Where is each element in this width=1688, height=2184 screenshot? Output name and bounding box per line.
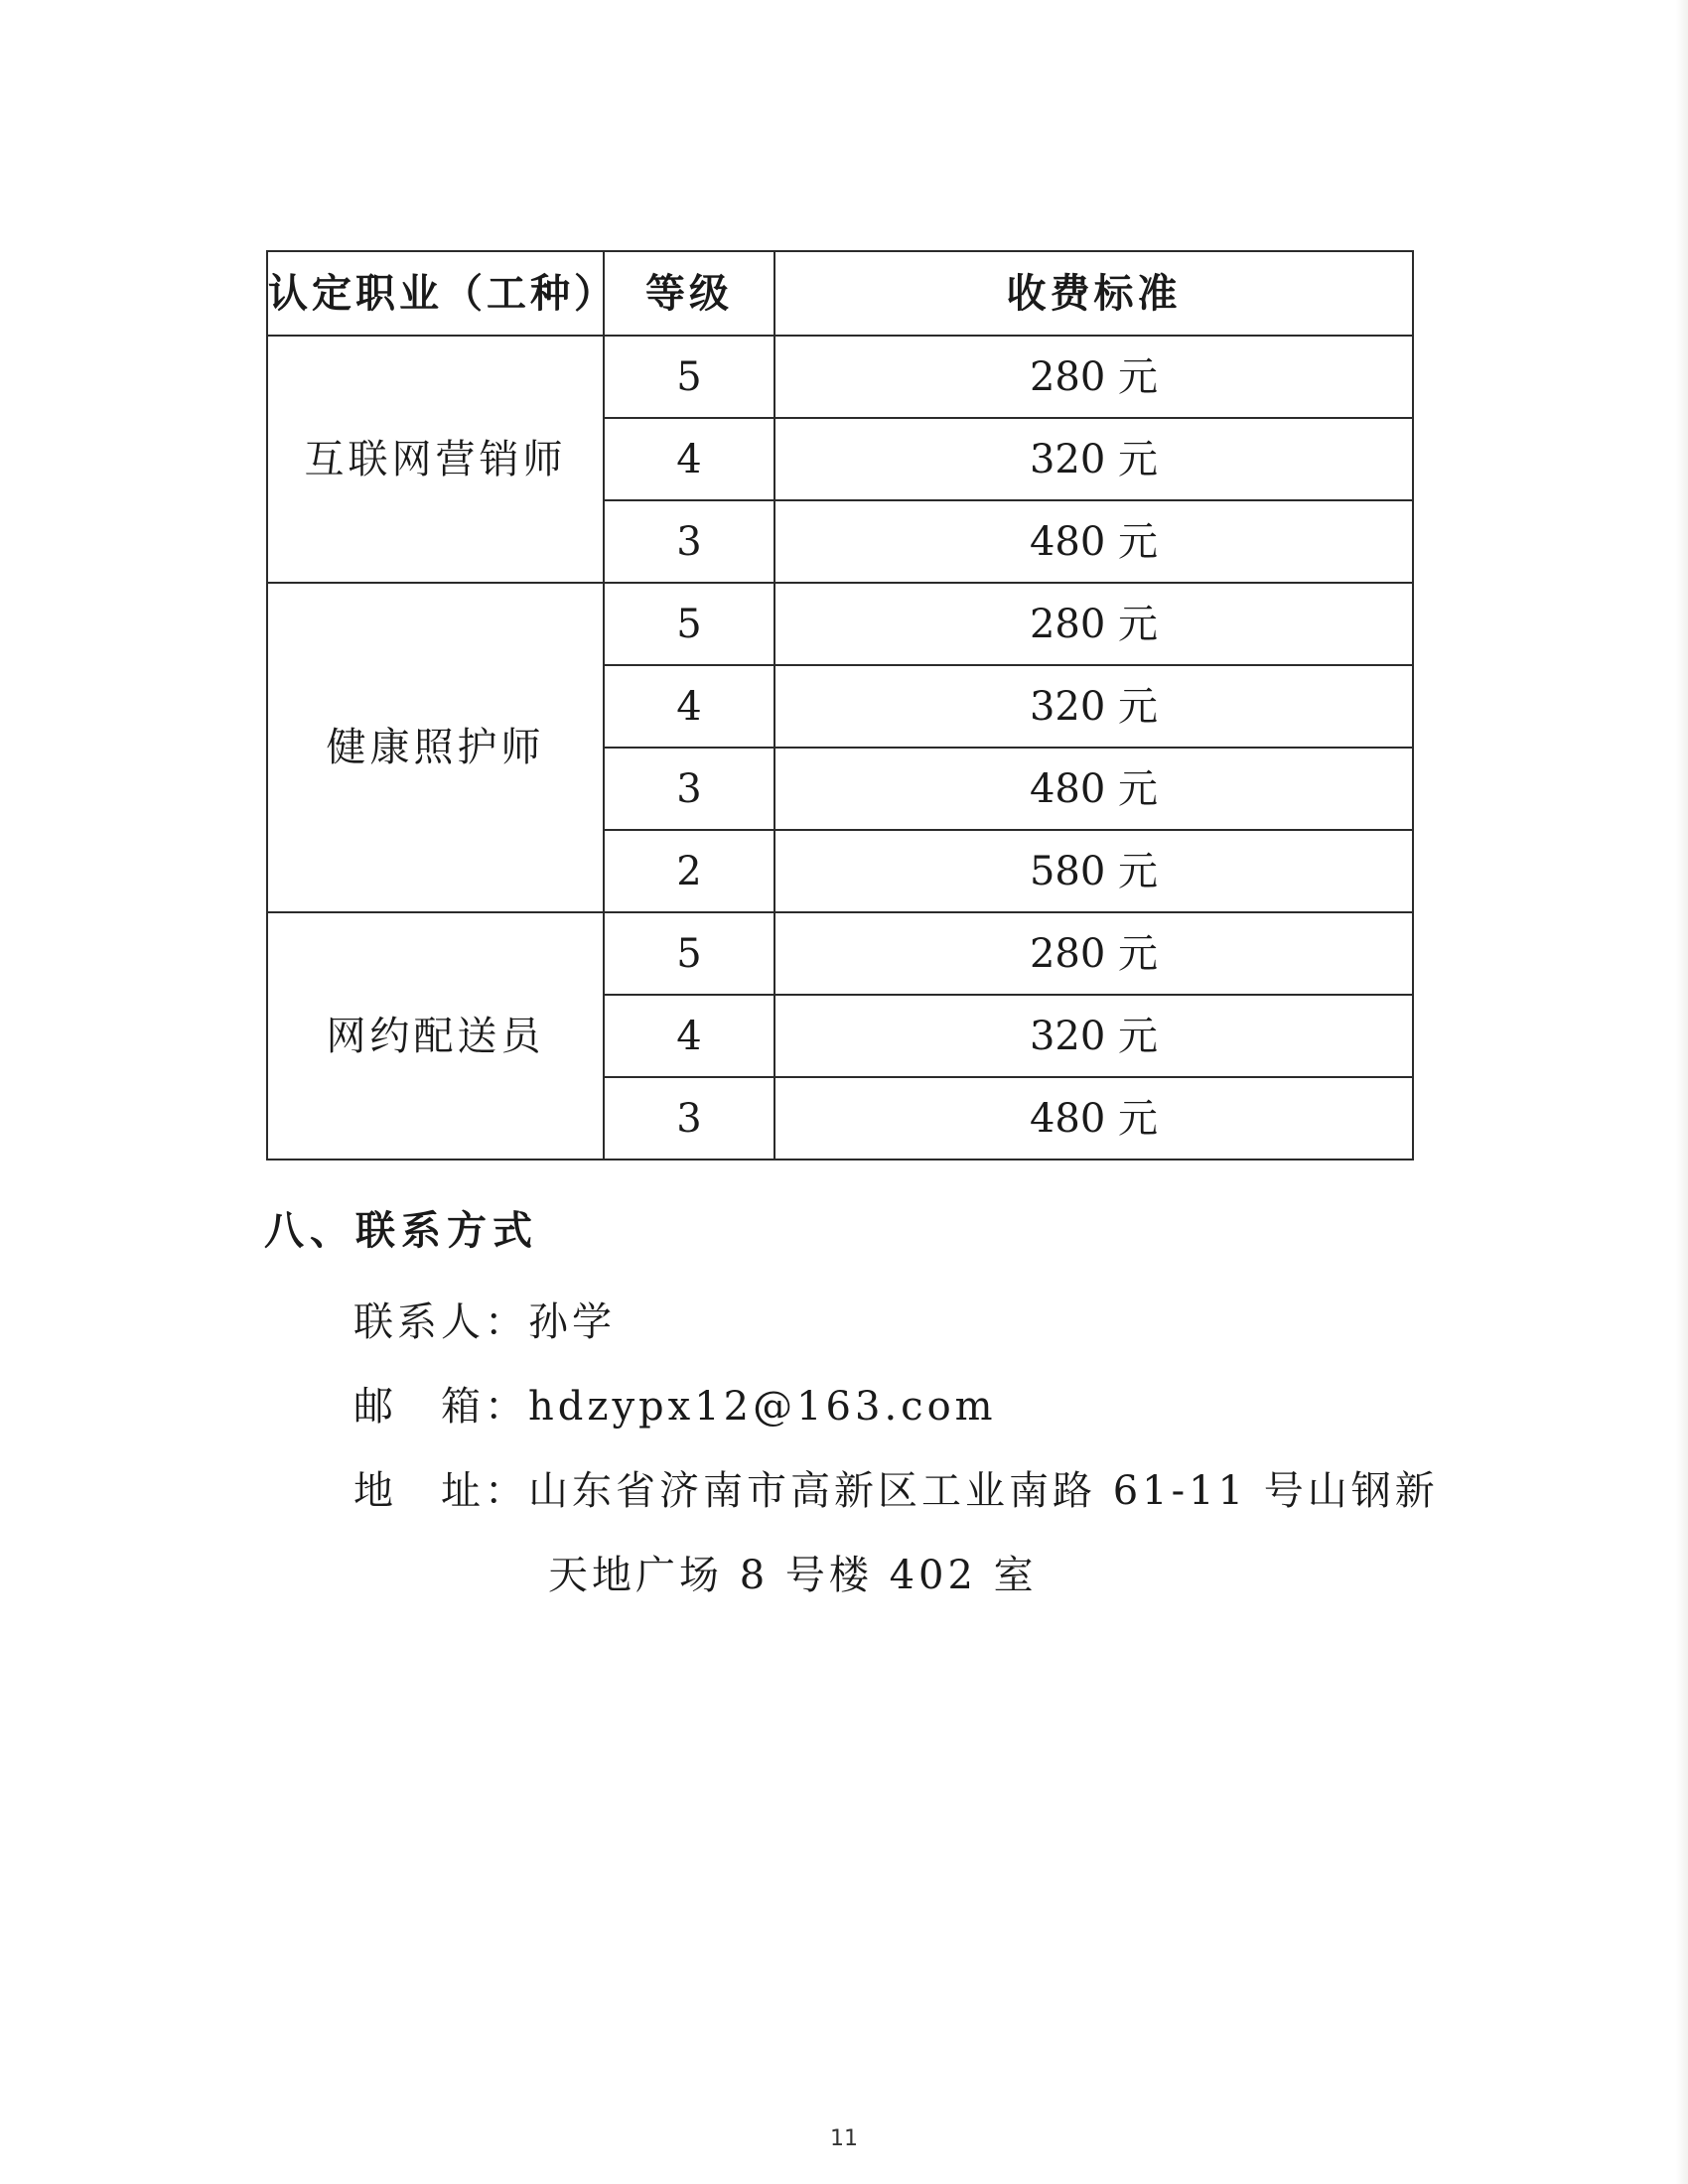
contact-address-line (353, 1459, 1439, 1516)
fee-cell: 320 元 (774, 995, 1413, 1077)
section-heading-contact: 八、联系方式 (264, 1208, 538, 1254)
level-cell: 5 (604, 336, 774, 418)
table-row (267, 336, 1413, 418)
header-fee: 收费标准 (774, 251, 1413, 336)
fee-cell: 320 元 (774, 418, 1413, 500)
occupation-cell: 互联网营销师 (267, 336, 604, 583)
fee-cell: 480 元 (774, 1077, 1413, 1160)
fee-cell: 280 元 (774, 583, 1413, 665)
level-cell: 3 (604, 1077, 774, 1160)
level-cell: 3 (604, 500, 774, 583)
fee-cell: 320 元 (774, 665, 1413, 748)
header-occupation: 认定职业（工种） (267, 251, 604, 336)
table-header-row (267, 251, 1413, 336)
contact-address-value: 山东省济南市高新区工业南路 61-11 号山钢新 (528, 1468, 1439, 1514)
contact-person-value: 孙学 (528, 1299, 616, 1345)
level-cell: 3 (604, 748, 774, 830)
level-cell: 4 (604, 995, 774, 1077)
contact-email-value: hdzypx12@163.com (528, 1384, 997, 1430)
contact-person-label: 联系人： (353, 1299, 528, 1345)
fee-cell: 480 元 (774, 500, 1413, 583)
level-cell: 5 (604, 912, 774, 995)
level-cell: 2 (604, 830, 774, 912)
fee-cell: 280 元 (774, 912, 1413, 995)
scan-page-edge (1676, 0, 1688, 2184)
level-cell: 4 (604, 418, 774, 500)
contact-address-label: 地 址： (353, 1468, 528, 1514)
table-row (267, 912, 1413, 995)
contact-person-line (353, 1291, 616, 1347)
fee-cell: 280 元 (774, 336, 1413, 418)
fee-standard-table (266, 250, 1414, 1160)
contact-address-continuation: 天地广场 8 号楼 402 室 (548, 1553, 1038, 1598)
header-level: 等级 (604, 251, 774, 336)
level-cell: 4 (604, 665, 774, 748)
page-number: 11 (830, 2126, 858, 2151)
contact-email-line (353, 1375, 997, 1432)
contact-email-label: 邮 箱： (353, 1384, 528, 1430)
table-row (267, 583, 1413, 665)
occupation-cell: 网约配送员 (267, 912, 604, 1160)
level-cell: 5 (604, 583, 774, 665)
fee-cell: 580 元 (774, 830, 1413, 912)
occupation-cell: 健康照护师 (267, 583, 604, 912)
fee-cell: 480 元 (774, 748, 1413, 830)
